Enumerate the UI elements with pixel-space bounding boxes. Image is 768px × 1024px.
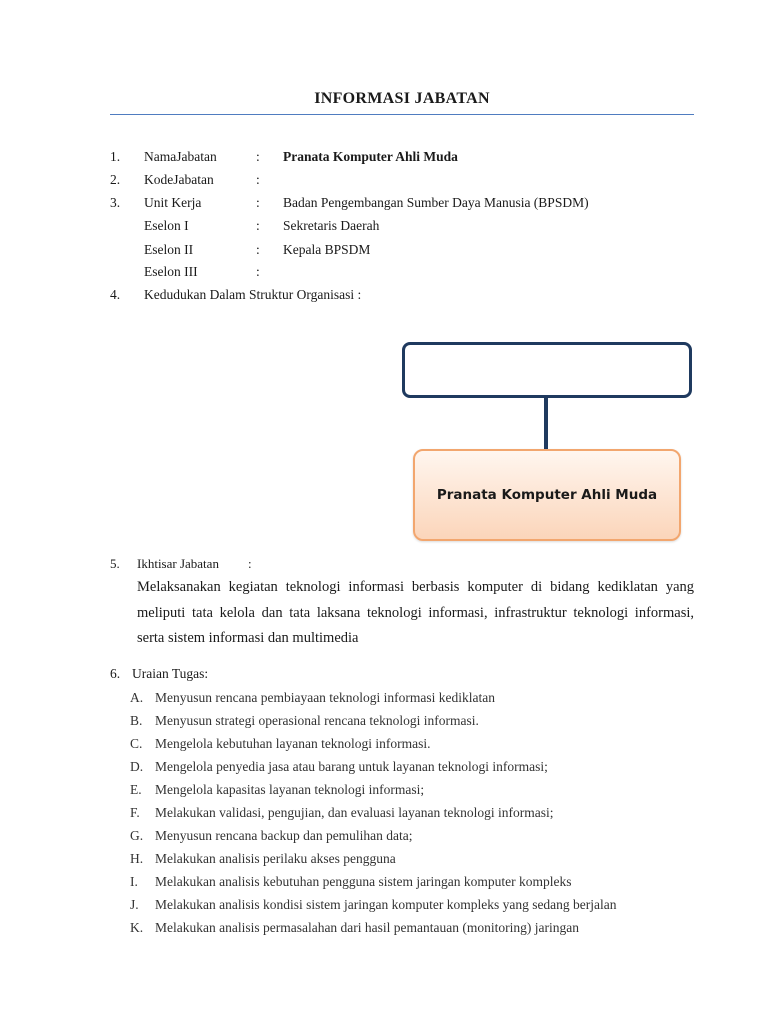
field-colon: :: [256, 149, 260, 164]
field-number: 3.: [110, 195, 121, 210]
field-colon: :: [256, 218, 260, 233]
task-text: Menyusun strategi operasional rencana teknologi informasi.: [155, 713, 479, 728]
org-chart-superior-box: [402, 342, 692, 398]
task-text: Mengelola kebutuhan layanan teknologi informasi.: [155, 736, 431, 751]
task-letter: D.: [130, 759, 144, 774]
org-chart-connector: [544, 397, 548, 449]
org-chart-position-label: Pranata Komputer Ahli Muda: [436, 486, 658, 503]
field-label: Eselon I: [144, 218, 189, 233]
task-letter: E.: [130, 782, 142, 797]
field-number: 4.: [110, 287, 121, 302]
task-letter: I.: [130, 874, 138, 889]
field-label: Eselon III: [144, 264, 198, 279]
summary-number: 5.: [110, 556, 120, 571]
summary-label: Ikhtisar Jabatan: [137, 556, 219, 571]
document-title: INFORMASI JABATAN: [314, 90, 490, 107]
field-value: Pranata Komputer Ahli Muda: [283, 149, 458, 164]
task-letter: J.: [130, 897, 139, 912]
task-text: Menyusun rencana pembiayaan teknologi informasi kediklatan: [155, 690, 496, 705]
field-value: Sekretaris Daerah: [283, 218, 380, 233]
task-text: Melakukan analisis kondisi sistem jaringan komputer kompleks yang sedang berjalan: [155, 897, 617, 912]
field-colon: :: [256, 242, 260, 257]
field-number: 1.: [110, 149, 121, 164]
summary-colon: :: [248, 556, 252, 571]
field-value: Kepala BPSDM: [283, 242, 371, 257]
task-text: Melakukan analisis perilaku akses pengguna: [155, 851, 396, 866]
field-label: KodeJabatan: [144, 172, 214, 187]
task-letter: F.: [130, 805, 140, 820]
task-letter: A.: [130, 690, 144, 705]
title-underline: [110, 114, 694, 115]
task-letter: G.: [130, 828, 144, 843]
field-colon: :: [256, 172, 260, 187]
field-label: Kedudukan Dalam Struktur Organisasi :: [144, 287, 362, 302]
tasks-label: Uraian Tugas:: [132, 666, 209, 681]
summary-text: Melaksanakan kegiatan teknologi informasi berbasis komputer di bidang kediklatan yang meliputi tata kelola dan tata laksana teknologi informasi, infrastruktur teknologi informasi, serta sistem informasi dan multimedia: [137, 579, 694, 646]
task-text: Mengelola penyedia jasa atau barang untuk layanan teknologi informasi;: [155, 759, 548, 774]
task-letter: K.: [130, 920, 144, 935]
task-letter: B.: [130, 713, 143, 728]
task-letter: H.: [130, 851, 144, 866]
field-label: Unit Kerja: [144, 195, 202, 210]
field-label: Eselon II: [144, 242, 194, 257]
org-chart-position-box: [413, 449, 681, 541]
field-value: Badan Pengembangan Sumber Daya Manusia (BPSDM): [283, 195, 589, 210]
task-letter: C.: [130, 736, 143, 751]
task-text: Melakukan validasi, pengujian, dan evaluasi layanan teknologi informasi;: [155, 805, 554, 820]
field-colon: :: [256, 264, 260, 279]
task-text: Menyusun rencana backup dan pemulihan data;: [155, 828, 413, 843]
field-label: NamaJabatan: [144, 149, 217, 164]
field-colon: :: [256, 195, 260, 210]
field-number: 2.: [110, 172, 121, 187]
task-text: Mengelola kapasitas layanan teknologi informasi;: [155, 782, 425, 797]
task-text: Melakukan analisis kebutuhan pengguna sistem jaringan komputer kompleks: [155, 874, 572, 889]
tasks-number: 6.: [110, 666, 121, 681]
task-text: Melakukan analisis permasalahan dari hasil pemantauan (monitoring) jaringan: [155, 920, 579, 935]
